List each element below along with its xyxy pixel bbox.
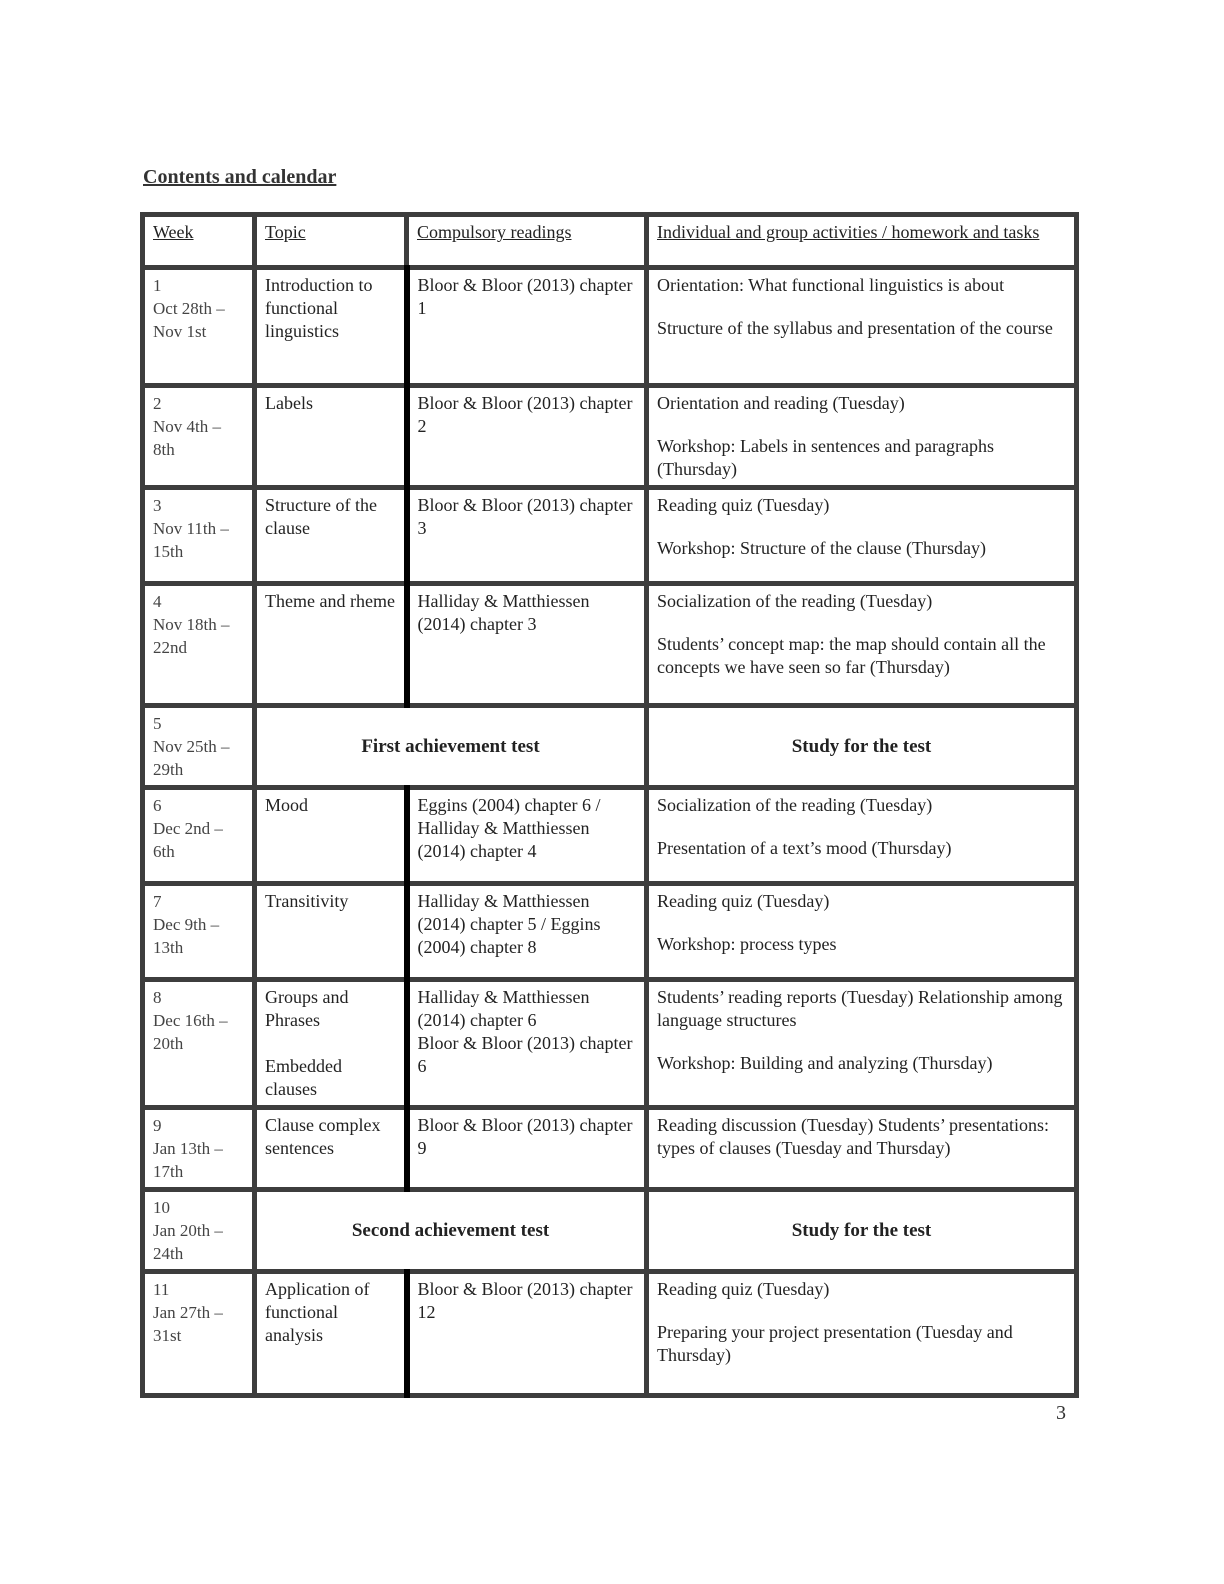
week-cell: 1 Oct 28th – Nov 1st: [143, 268, 255, 386]
topic-cell: Groups and Phrases Embedded clauses: [255, 980, 407, 1108]
activity-text: Orientation and reading (Tuesday): [657, 393, 905, 413]
readings-cell: Halliday & Matthiessen (2014) chapter 3: [407, 584, 647, 706]
week-cell: 6 Dec 2nd – 6th: [143, 788, 255, 884]
readings-cell: Bloor & Bloor (2013) chapter 1: [407, 268, 647, 386]
header-readings: Compulsory readings: [407, 215, 647, 268]
readings-cell: Eggins (2004) chapter 6 / Halliday & Matthiessen (2014) chapter 4: [407, 788, 647, 884]
activity-text: Preparing your project presentation (Tuesday and Thursday): [657, 1322, 1013, 1365]
schedule-row: [143, 706, 1077, 788]
activity-text: Reading quiz (Tuesday): [657, 891, 830, 911]
activities-cell: [647, 1272, 1077, 1396]
week-cell: 9 Jan 13th – 17th: [143, 1108, 255, 1190]
schedule-row: [143, 1272, 1077, 1396]
schedule-row: [143, 386, 1077, 488]
activities-cell: [647, 584, 1077, 706]
week-cell: 8 Dec 16th – 20th: [143, 980, 255, 1108]
topic-cell: Structure of the clause: [255, 488, 407, 584]
schedule-row: [143, 980, 1077, 1108]
activity-text: Workshop: process types: [657, 934, 837, 954]
week-cell: 11 Jan 27th – 31st: [143, 1272, 255, 1396]
schedule-row: [143, 584, 1077, 706]
schedule-row: [143, 488, 1077, 584]
document-heading: Contents and calendar: [143, 166, 337, 188]
week-cell: 5 Nov 25th – 29th: [143, 706, 255, 788]
schedule-row: [143, 1190, 1077, 1272]
readings-cell: Bloor & Bloor (2013) chapter 9: [407, 1108, 647, 1190]
schedule-row: [143, 884, 1077, 980]
activity-text: Socialization of the reading (Tuesday): [657, 591, 933, 611]
topic-cell: Transitivity: [255, 884, 407, 980]
topic-cell: Clause complex sentences: [255, 1108, 407, 1190]
topic-cell: Introduction to functional linguistics: [255, 268, 407, 386]
activities-cell: [647, 488, 1077, 584]
topic-cell: Labels: [255, 386, 407, 488]
topic-cell: Theme and rheme: [255, 584, 407, 706]
topic-cell: Application of functional analysis: [255, 1272, 407, 1396]
activity-text: Reading quiz (Tuesday): [657, 495, 830, 515]
page-number: 3: [1056, 1402, 1066, 1424]
readings-cell: Bloor & Bloor (2013) chapter 3: [407, 488, 647, 584]
activities-cell: [647, 884, 1077, 980]
schedule-row: [143, 268, 1077, 386]
readings-cell: Halliday & Matthiessen (2014) chapter 5 / Eggins (2004) chapter 8: [407, 884, 647, 980]
schedule-row: [143, 1108, 1077, 1190]
schedule-body: [143, 268, 1077, 1396]
header-activities: Individual and group activities / homework and tasks: [647, 215, 1077, 268]
header-topic: Topic: [255, 215, 407, 268]
activities-cell: [647, 386, 1077, 488]
activity-text: Reading discussion (Tuesday) Students’ presentations: types of clauses (Tuesday and Thursday): [657, 1115, 1049, 1158]
schedule-table: [140, 212, 1079, 1398]
activity-text: Workshop: Building and analyzing (Thursday): [657, 1053, 993, 1073]
activity-text: Orientation: What functional linguistics is about: [657, 275, 1005, 295]
exam-activity: Study for the test: [647, 1190, 1077, 1272]
readings-cell: Bloor & Bloor (2013) chapter 2: [407, 386, 647, 488]
exam-label: Second achievement test: [255, 1190, 647, 1272]
week-cell: 4 Nov 18th – 22nd: [143, 584, 255, 706]
activities-cell: [647, 788, 1077, 884]
activity-text: Students’ reading reports (Tuesday) Relationship among language structures: [657, 987, 1063, 1030]
activity-text: Workshop: Structure of the clause (Thursday): [657, 538, 986, 558]
activity-text: Reading quiz (Tuesday): [657, 1279, 830, 1299]
schedule-header-row: [143, 215, 1077, 268]
exam-activity: Study for the test: [647, 706, 1077, 788]
week-cell: 2 Nov 4th – 8th: [143, 386, 255, 488]
week-cell: 7 Dec 9th – 13th: [143, 884, 255, 980]
week-cell: 10 Jan 20th – 24th: [143, 1190, 255, 1272]
week-cell: 3 Nov 11th – 15th: [143, 488, 255, 584]
activities-cell: [647, 1108, 1077, 1190]
activity-text: Workshop: Labels in sentences and paragraphs (Thursday): [657, 436, 994, 479]
activities-cell: [647, 268, 1077, 386]
readings-cell: Halliday & Matthiessen (2014) chapter 6 Bloor & Bloor (2013) chapter 6: [407, 980, 647, 1108]
activity-text: Students’ concept map: the map should contain all the concepts we have seen so far (Thursday): [657, 634, 1046, 677]
activity-text: Presentation of a text’s mood (Thursday): [657, 838, 952, 858]
activity-text: Socialization of the reading (Tuesday): [657, 795, 933, 815]
schedule-row: [143, 788, 1077, 884]
header-week: Week: [143, 215, 255, 268]
topic-cell: Mood: [255, 788, 407, 884]
activities-cell: [647, 980, 1077, 1108]
exam-label: First achievement test: [255, 706, 647, 788]
readings-cell: Bloor & Bloor (2013) chapter 12: [407, 1272, 647, 1396]
activity-text: Structure of the syllabus and presentation of the course: [657, 318, 1053, 338]
